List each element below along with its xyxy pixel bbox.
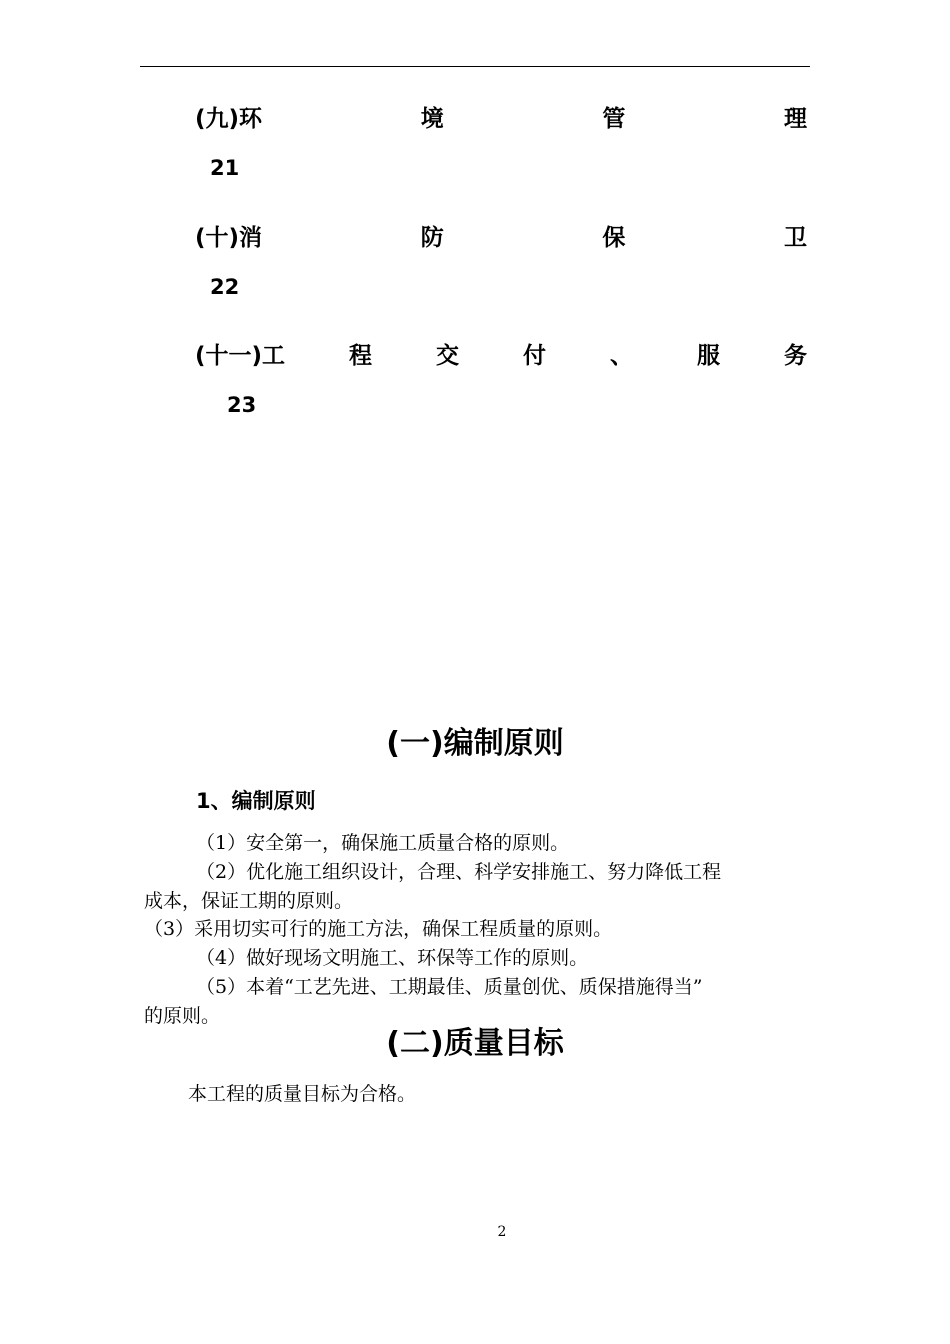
toc-char: (九)环 xyxy=(195,106,263,132)
toc-char: 境 xyxy=(420,106,444,132)
toc-char: 交 xyxy=(436,343,459,369)
paragraph-line: （5）本着“工艺先进、工期最佳、质量创优、质保措施得当” xyxy=(196,976,703,998)
toc-char: 防 xyxy=(420,225,444,251)
toc-char: 服 xyxy=(696,343,720,369)
subsection-title: 1、编制原则 xyxy=(196,789,316,813)
toc-char: 程 xyxy=(349,343,373,369)
toc-entry-fire-safety[interactable] xyxy=(195,223,807,253)
toc-char: 卫 xyxy=(784,225,807,251)
toc-char: 管 xyxy=(602,106,626,132)
toc-entry-environment[interactable] xyxy=(195,104,807,134)
toc-char: 付 xyxy=(522,343,546,369)
paragraph-line: 的原则。 xyxy=(144,1005,221,1027)
page-number: 2 xyxy=(497,1224,507,1240)
paragraph-line: （3）采用切实可行的施工方法，确保工程质量的原则。 xyxy=(144,918,613,940)
toc-char: (十一)工 xyxy=(195,343,286,369)
paragraph-line: （2）优化施工组织设计，合理、科学安排施工、努力降低工程 xyxy=(196,861,722,883)
header-rule xyxy=(140,66,810,67)
toc-char: (十)消 xyxy=(195,225,263,251)
paragraph-line: （1）安全第一，确保施工质量合格的原则。 xyxy=(196,832,570,854)
toc-page-number: 23 xyxy=(227,393,257,417)
paragraph-line: 成本，保证工期的原则。 xyxy=(144,890,354,912)
toc-char: 、 xyxy=(609,343,633,369)
toc-char: 理 xyxy=(784,106,807,132)
paragraph-line: （4）做好现场文明施工、环保等工作的原则。 xyxy=(196,947,589,969)
toc-page-number: 22 xyxy=(210,275,240,299)
toc-char: 务 xyxy=(783,343,807,369)
toc-page-number: 21 xyxy=(210,156,240,180)
quality-goal-text: 本工程的质量目标为合格。 xyxy=(188,1083,417,1105)
toc-entry-delivery-service[interactable] xyxy=(195,341,807,371)
toc-char: 保 xyxy=(602,225,626,251)
section-title-principles: (一)编制原则 xyxy=(386,726,564,761)
section-title-quality-goal: (二)质量目标 xyxy=(386,1026,564,1061)
